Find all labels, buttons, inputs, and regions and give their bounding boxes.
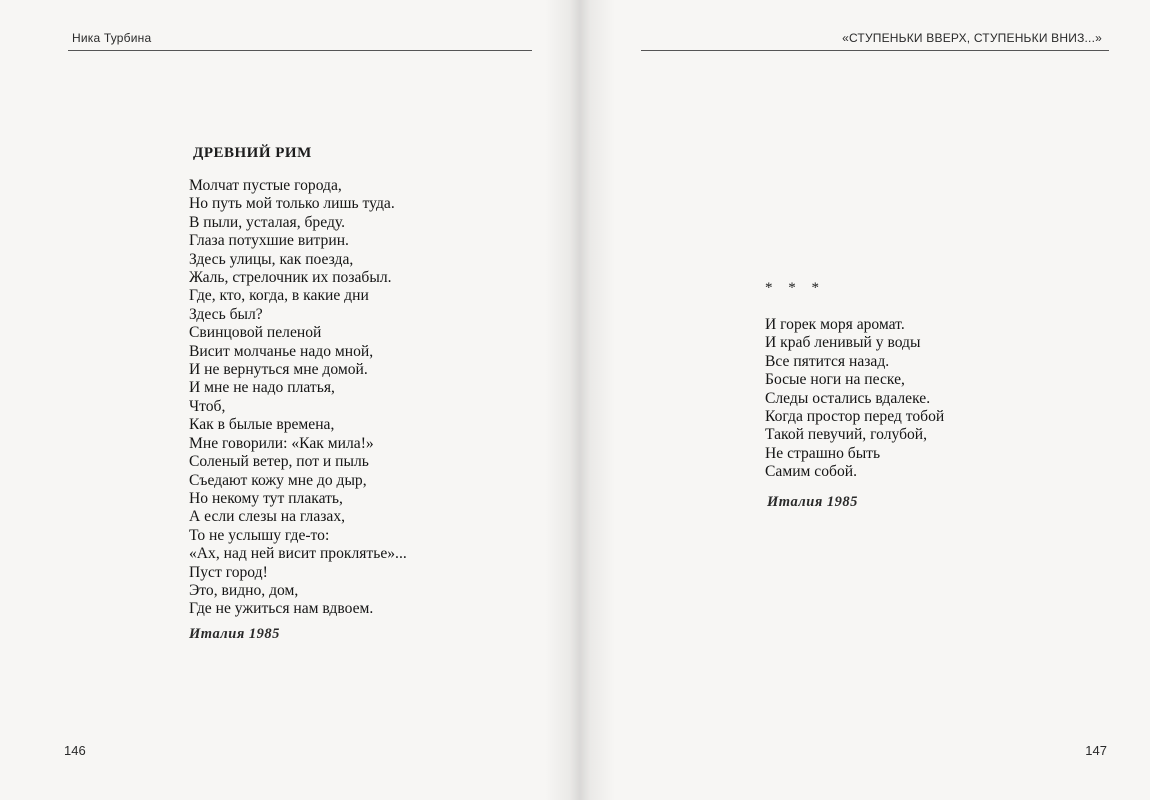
header-rule	[641, 50, 1109, 51]
poem-line: Съедают кожу мне до дыр,	[189, 471, 367, 489]
poem-line: Висит молчанье надо мной,	[189, 342, 374, 360]
poem-place-date: Италия 1985	[767, 494, 858, 510]
poem-line: Следы остались вдалеке.	[765, 389, 931, 407]
poem-text	[189, 177, 407, 619]
poem-line: И краб ленивый у воды	[765, 334, 921, 352]
poem-line: И не вернуться мне домой.	[189, 361, 368, 379]
poem-line: Такой певучий, голубой,	[765, 426, 928, 444]
poem-line: То не услышу где-то:	[189, 526, 330, 544]
poem-line: Босые ноги на песке,	[765, 371, 905, 389]
poem-line: Все пятится назад.	[765, 352, 890, 370]
header-rule	[68, 50, 532, 51]
poem-line: И горек моря аромат.	[765, 316, 905, 333]
running-head-author: Ника Турбина	[72, 31, 152, 45]
poem-line: Жаль, стрелочник их позабыл.	[189, 269, 392, 287]
poem-place-date: Италия 1985	[189, 626, 280, 642]
poem-line: Где не ужиться нам вдвоем.	[189, 600, 374, 618]
poem-line: «Ах, над ней висит проклятье»...	[189, 545, 407, 563]
poem-line: Но путь мой только лишь туда.	[189, 195, 395, 213]
poem-line: Здесь улицы, как поезда,	[189, 250, 354, 268]
poem-text	[765, 316, 944, 482]
poem-line: Здесь был?	[189, 305, 263, 323]
poem-line: Где, кто, когда, в какие дни	[189, 287, 369, 305]
poem-line: Молчат пустые города,	[189, 177, 342, 194]
poem-line: Глаза потухшие витрин.	[189, 232, 349, 250]
poem-line: Мне говорили: «Как мила!»	[189, 434, 374, 452]
untitled-poem-asterisks: * * *	[765, 280, 825, 296]
poem-line: Соленый ветер, пот и пыль	[189, 453, 369, 471]
poem-line: Самим собой.	[765, 463, 857, 481]
poem-line: Свинцовой пеленой	[189, 324, 322, 342]
poem-line: Не страшно быть	[765, 444, 881, 462]
poem-line: Пуст город!	[189, 563, 268, 581]
poem-line: И мне не надо платья,	[189, 379, 335, 397]
poem-line: В пыли, усталая, бреду.	[189, 213, 346, 231]
book-gutter-shadow	[545, 0, 615, 800]
poem-line: Чтоб,	[189, 397, 226, 415]
page-number: 146	[64, 743, 86, 758]
poem-line: А если слезы на глазах,	[189, 508, 346, 526]
poem-title: ДРЕВНИЙ РИМ	[193, 145, 312, 161]
right-page	[575, 0, 1150, 800]
page-number: 147	[1085, 743, 1107, 758]
poem-line: Но некому тут плакать,	[189, 489, 343, 507]
poem-line: Это, видно, дом,	[189, 581, 299, 599]
poem-line: Когда простор перед тобой	[765, 408, 945, 426]
running-head-book-title: «СТУПЕНЬКИ ВВЕРХ, СТУПЕНЬКИ ВНИЗ...»	[842, 31, 1102, 45]
poem-line: Как в былые времена,	[189, 416, 335, 434]
